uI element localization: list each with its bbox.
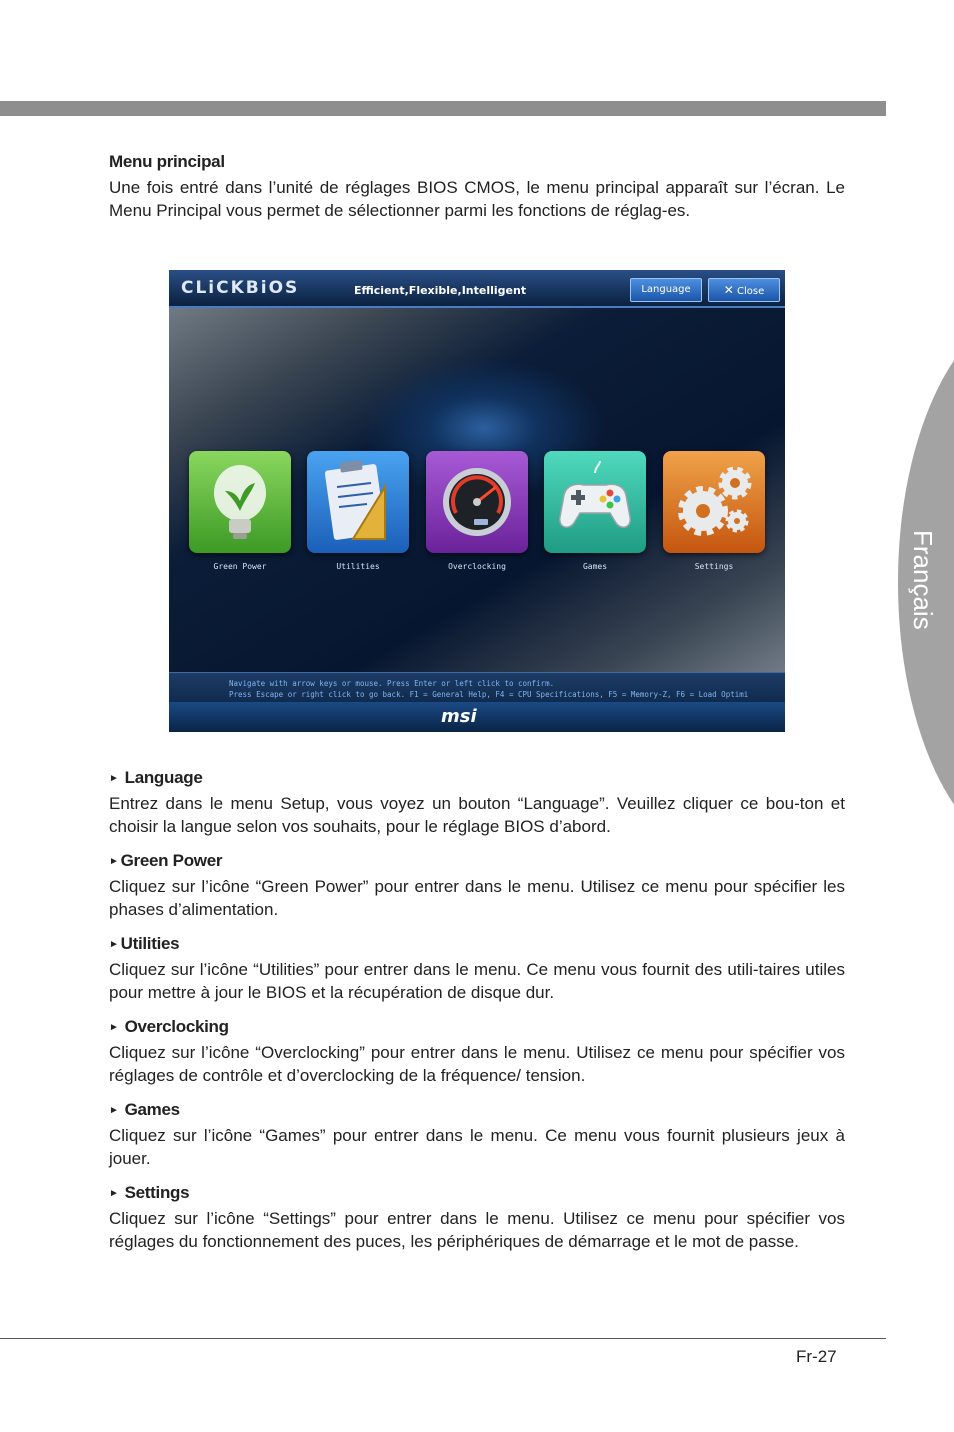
section-green-power xyxy=(109,851,845,921)
section-body: Cliquez sur l’icône “Utilities” pour entrer dans le menu. Ce menu vous fournit des utili-taires utiles pour mettre à jour le BIOS et la récupération de disque dur. xyxy=(109,960,845,1002)
overclocking-label: Overclocking xyxy=(448,562,506,571)
games-label: Games xyxy=(582,562,608,571)
section-settings xyxy=(109,1183,845,1253)
intro-section xyxy=(109,152,845,222)
arrow-bullet-icon: ► xyxy=(109,1105,119,1116)
msi-logo: msi xyxy=(441,706,477,727)
section-heading: Language xyxy=(124,768,203,787)
section-body: Cliquez sur l’icône “Overclocking” pour entrer dans le menu. Utilisez ce menu pour spécifier vos réglages de contrôle et d’overclocking de la fréquence/ tension. xyxy=(109,1043,845,1085)
bios-logo: CLiCKBiOS xyxy=(181,278,300,298)
gamepad-icon xyxy=(544,451,646,553)
section-heading: Green Power xyxy=(120,851,223,870)
utilities-tile[interactable] xyxy=(307,451,409,553)
section-heading: Utilities xyxy=(120,934,180,953)
clipboard-icon xyxy=(307,451,409,553)
green-power-tile[interactable] xyxy=(189,451,291,553)
bios-bottom-bar xyxy=(169,702,785,732)
speedometer-icon xyxy=(426,451,528,553)
gears-icon xyxy=(663,451,765,553)
overclocking-tile[interactable] xyxy=(426,451,528,553)
section-heading: Games xyxy=(124,1100,180,1119)
section-utilities xyxy=(109,934,845,1004)
status-line-1: Navigate with arrow keys or mouse. Press Enter or left click to confirm. xyxy=(229,679,555,688)
close-icon: ✕ xyxy=(723,283,734,297)
bios-status-bar xyxy=(169,672,785,703)
close-button-label: Close xyxy=(737,286,765,297)
section-body: Cliquez sur l’icône “Green Power” pour entrer dans le menu. Utilisez ce menu pour spécifier les phases d’alimentation. xyxy=(109,877,845,919)
lightbulb-icon xyxy=(189,451,291,553)
arrow-bullet-icon: ► xyxy=(109,1022,119,1033)
arrow-bullet-icon: ► xyxy=(109,1188,119,1199)
footer-rule xyxy=(0,1338,886,1339)
settings-label: Settings xyxy=(694,562,734,571)
intro-heading: Menu principal xyxy=(109,152,225,171)
games-tile[interactable] xyxy=(544,451,646,553)
green-power-label: Green Power xyxy=(213,562,267,571)
side-tab-label: Français xyxy=(908,530,938,630)
section-body: Entrez dans le menu Setup, vous voyez un bouton “Language”. Veuillez cliquer ce bou-ton et choisir la langue selon vos souhaits, pour le réglage BIOS d’abord. xyxy=(109,794,845,836)
section-language xyxy=(109,768,845,838)
status-line-2: Press Escape or right click to go back. F1 = General Help, F4 = CPU Specifications, F5 = Memory-Z, F6 = Load Optimi xyxy=(229,690,749,699)
header-bar xyxy=(0,101,886,116)
section-games xyxy=(109,1100,845,1170)
section-overclocking xyxy=(109,1017,845,1087)
intro-body: Une fois entré dans l’unité de réglages BIOS CMOS, le menu principal apparaît sur l’écran. Le Menu Principal vous permet de sélectionner parmi les fonctions de réglag-es. xyxy=(109,178,845,220)
arrow-bullet-icon: ► xyxy=(109,773,119,784)
arrow-bullet-icon: ► xyxy=(109,856,119,867)
utilities-label: Utilities xyxy=(336,562,380,571)
arrow-bullet-icon: ► xyxy=(109,939,119,950)
section-heading: Overclocking xyxy=(124,1017,229,1036)
bios-title-bar xyxy=(169,270,785,308)
section-body: Cliquez sur l’icône “Settings” pour entrer dans le menu. Utilisez ce menu pour spécifier vos réglages du fonctionnement des puces, les périphériques de démarrage et le mot de passe. xyxy=(109,1209,845,1251)
page-number: Fr-27 xyxy=(796,1347,837,1366)
close-button[interactable] xyxy=(708,278,780,302)
bios-main-area xyxy=(169,308,785,672)
settings-tile[interactable] xyxy=(663,451,765,553)
section-body: Cliquez sur l’icône “Games” pour entrer dans le menu. Ce menu vous fournit plusieurs jeux à jouer. xyxy=(109,1126,845,1168)
bios-screenshot xyxy=(169,270,785,732)
bios-tagline: Efficient,Flexible,Intelligent xyxy=(354,284,527,297)
section-heading: Settings xyxy=(124,1183,190,1202)
language-button[interactable]: Language xyxy=(630,278,702,302)
